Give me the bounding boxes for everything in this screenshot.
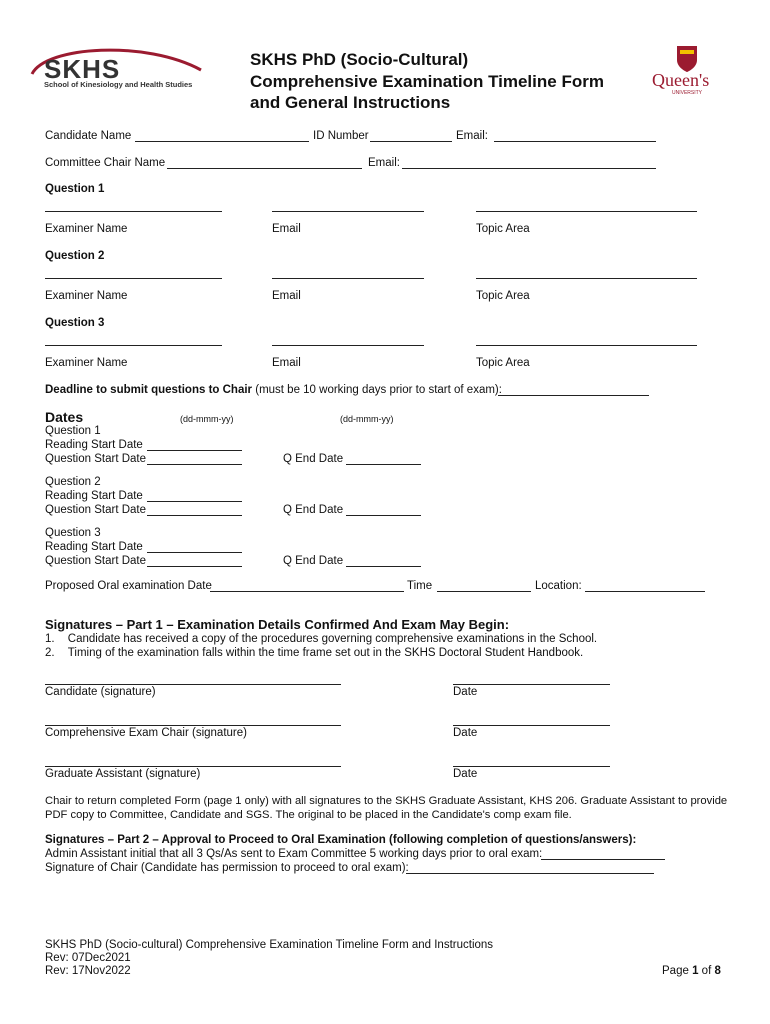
date-label: Date: [453, 768, 478, 780]
question-label: Question 3: [45, 317, 105, 329]
candidate-email-field[interactable]: [494, 141, 656, 142]
examiner-email-label: Email: [272, 357, 301, 369]
candidate-email-label: Email:: [456, 130, 488, 142]
examiner-email-label: Email: [272, 290, 301, 302]
examiner-name-field[interactable]: [45, 278, 222, 279]
topic-area-field[interactable]: [476, 345, 697, 346]
skhs-logo-subtitle: School of Kinesiology and Health Studies: [44, 80, 193, 89]
skhs-logo-text: SKHS: [44, 54, 121, 84]
topic-area-label: Topic Area: [476, 357, 530, 369]
question-start-field[interactable]: [147, 566, 242, 567]
assistant-date-field[interactable]: [453, 766, 610, 767]
signature-label: Graduate Assistant (signature): [45, 768, 201, 780]
examiner-email-label: Email: [272, 223, 301, 235]
page-current: 1: [692, 965, 699, 977]
examiner-email-field[interactable]: [272, 278, 424, 279]
queens-logo-sub: UNIVERSITY: [672, 90, 703, 96]
q-end-field[interactable]: [346, 515, 421, 516]
oral-location-label: Location:: [535, 580, 582, 592]
assistant-signature-field[interactable]: [45, 766, 341, 767]
signatures-part1-heading: Signatures – Part 1 – Examination Details Confirmed And Exam May Begin:: [45, 617, 510, 632]
reading-start-field[interactable]: [147, 450, 242, 451]
q-end-field[interactable]: [346, 464, 421, 465]
reading-start-field[interactable]: [147, 552, 242, 553]
question-label: Question 1: [45, 183, 105, 195]
candidate-signature-field[interactable]: [45, 684, 341, 685]
topic-area-field[interactable]: [476, 278, 697, 279]
chair-permission-label: Signature of Chair (Candidate has permission to proceed to oral exam):: [45, 862, 409, 874]
item-number: 2.: [45, 647, 55, 659]
chair-signature-field[interactable]: [45, 725, 341, 726]
examiner-email-field[interactable]: [272, 211, 424, 212]
admin-initial-field[interactable]: [541, 859, 665, 860]
page-title-line3: and General Instructions: [250, 93, 451, 112]
examiner-name-field[interactable]: [45, 345, 222, 346]
chair-date-field[interactable]: [453, 725, 610, 726]
deadline-row: [45, 384, 502, 396]
q-end-label: Q End Date: [283, 453, 344, 465]
signatures-item-2: [45, 647, 583, 659]
page-of: of: [701, 965, 712, 977]
footer-rev-1: Rev: 07Dec2021: [45, 952, 131, 964]
item-text: Timing of the examination falls within the time frame set out in the SKHS Doctoral Student Handbook.: [67, 647, 584, 659]
page-prefix: Page: [662, 965, 689, 977]
deadline-field[interactable]: [498, 395, 649, 396]
reading-start-label: Reading Start Date: [45, 541, 143, 553]
deadline-label: Deadline to submit questions to Chair: [45, 384, 253, 396]
chair-name-label: Committee Chair Name: [45, 157, 166, 169]
question-label: Question 2: [45, 250, 105, 262]
q-end-field[interactable]: [346, 566, 421, 567]
chair-email-field[interactable]: [402, 168, 656, 169]
examiner-email-field[interactable]: [272, 345, 424, 346]
page-total: 8: [714, 965, 721, 977]
oral-date-label: Proposed Oral examination Date: [45, 580, 212, 592]
question-start-field[interactable]: [147, 464, 242, 465]
date-label: Date: [453, 686, 478, 698]
skhs-logo: [26, 40, 226, 100]
signature-label: Comprehensive Exam Chair (signature): [45, 727, 247, 739]
dates-group-label: Question 1: [45, 425, 101, 437]
examiner-name-label: Examiner Name: [45, 290, 128, 302]
reading-start-label: Reading Start Date: [45, 490, 143, 502]
chair-permission-field[interactable]: [406, 873, 654, 874]
q-end-label: Q End Date: [283, 504, 344, 516]
topic-area-label: Topic Area: [476, 223, 530, 235]
oral-time-field[interactable]: [437, 591, 531, 592]
examiner-name-label: Examiner Name: [45, 357, 128, 369]
candidate-date-field[interactable]: [453, 684, 610, 685]
queens-logo-text: Queen's: [652, 70, 710, 90]
page-number: [662, 965, 721, 977]
date-label: Date: [453, 727, 478, 739]
question-start-label: Question Start Date: [45, 504, 146, 516]
examiner-name-field[interactable]: [45, 211, 222, 212]
id-number-label: ID Number: [313, 130, 369, 142]
footer-rev-2: Rev: 17Nov2022: [45, 965, 131, 977]
id-number-field[interactable]: [370, 141, 452, 142]
reading-start-field[interactable]: [147, 501, 242, 502]
dates-heading: Dates: [45, 409, 84, 425]
oral-time-label: Time: [407, 580, 433, 592]
topic-area-label: Topic Area: [476, 290, 530, 302]
question-start-label: Question Start Date: [45, 453, 146, 465]
chair-email-label: Email:: [368, 157, 400, 169]
return-note-line1: Chair to return completed Form (page 1 only) with all signatures to the SKHS Graduate Assistant, KHS 206. Graduate Assistant to provide: [45, 795, 728, 807]
queens-logo: [650, 44, 725, 100]
dates-group-label: Question 2: [45, 476, 101, 488]
oral-date-field[interactable]: [210, 591, 404, 592]
oral-location-field[interactable]: [585, 591, 705, 592]
signatures-item-1: [45, 633, 597, 645]
q-end-label: Q End Date: [283, 555, 344, 567]
return-note-line2: PDF copy to Committee, Candidate and SGS. The original to be placed in the Candidate's comp exam file.: [45, 809, 572, 821]
reading-start-label: Reading Start Date: [45, 439, 143, 451]
date-format-hint-1: (dd-mmm-yy): [180, 414, 234, 424]
signatures-part2-heading: Signatures – Part 2 – Approval to Proceed to Oral Examination (following completion of questions/answers):: [45, 834, 637, 846]
question-start-label: Question Start Date: [45, 555, 146, 567]
candidate-name-field[interactable]: [135, 141, 309, 142]
date-format-hint-2: (dd-mmm-yy): [340, 414, 394, 424]
deadline-note: (must be 10 working days prior to start of exam):: [255, 384, 502, 396]
question-start-field[interactable]: [147, 515, 242, 516]
admin-initial-label: Admin Assistant initial that all 3 Qs/As sent to Exam Committee 5 working days prior to oral exam:: [45, 848, 543, 860]
page-title-line1: SKHS PhD (Socio-Cultural): [250, 50, 469, 69]
item-number: 1.: [45, 633, 55, 645]
footer-title: SKHS PhD (Socio-cultural) Comprehensive Examination Timeline Form and Instructions: [45, 939, 494, 951]
signature-label: Candidate (signature): [45, 686, 156, 698]
dates-group-label: Question 3: [45, 527, 101, 539]
page-title-line2: Comprehensive Examination Timeline Form: [250, 72, 604, 91]
topic-area-field[interactable]: [476, 211, 697, 212]
candidate-name-label: Candidate Name: [45, 130, 132, 142]
examiner-name-label: Examiner Name: [45, 223, 128, 235]
chair-name-field[interactable]: [167, 168, 362, 169]
item-text: Candidate has received a copy of the procedures governing comprehensive examinations in the School.: [67, 633, 598, 645]
